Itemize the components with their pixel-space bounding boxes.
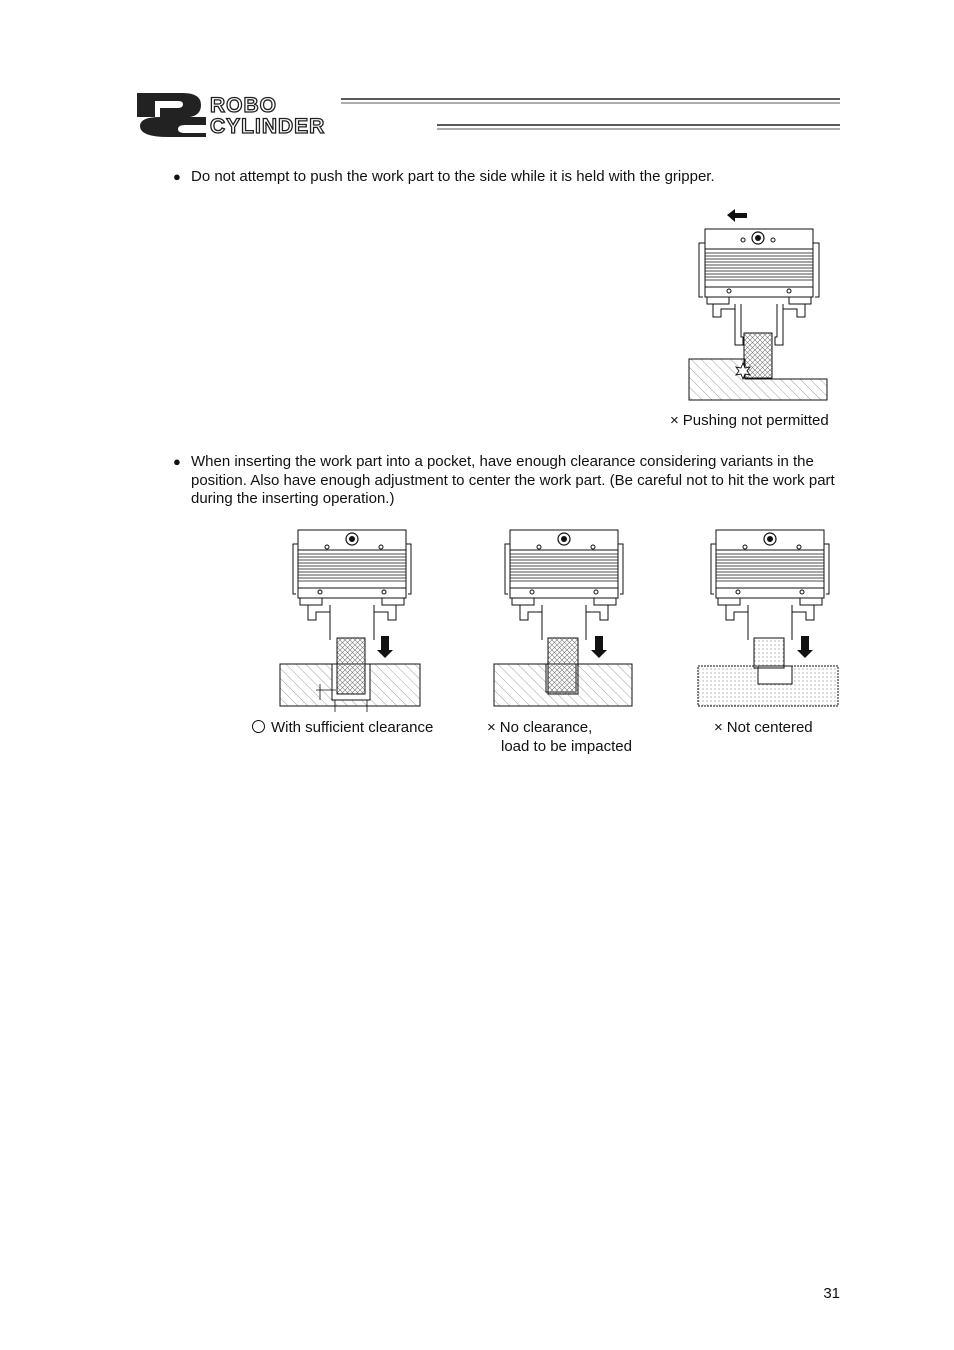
caption-no-clearance: × No clearance, load to be impacted xyxy=(487,719,632,755)
bullet-text: When inserting the work part into a pocket, have enough clearance considering variants in the position. Also have enough adjustment to center the work part. (Be careful not to hit the work part during the inserting operation.) xyxy=(191,453,835,507)
panel-no-clearance xyxy=(494,530,632,706)
caption-pushing-not-permitted: × Pushing not permitted xyxy=(670,412,829,429)
figure-pushing-not-permitted xyxy=(685,205,835,405)
cross-mark-icon: × xyxy=(714,719,723,736)
brand-cylinder: CYLINDER xyxy=(210,115,326,138)
panel-sufficient-clearance xyxy=(280,530,420,712)
header-logo xyxy=(0,0,954,150)
figure-insertion-panels xyxy=(270,520,850,720)
page-number: 31 xyxy=(823,1285,840,1302)
arrow-down-icon xyxy=(591,636,607,658)
arrow-down-icon xyxy=(377,636,393,658)
bullet-symbol: ● xyxy=(173,169,181,184)
caption-sufficient-clearance: With sufficient clearance xyxy=(252,719,433,738)
panel-not-centered xyxy=(698,530,838,706)
bullet-text: Do not attempt to push the work part to the side while it is held with the gripper. xyxy=(191,168,715,185)
bullet-symbol: ● xyxy=(173,454,181,469)
arrow-down-icon xyxy=(797,636,813,658)
circle-ok-icon xyxy=(252,720,265,733)
caption-not-centered: × Not centered xyxy=(714,719,813,736)
rc-monogram-icon xyxy=(137,93,206,137)
arrow-left-icon xyxy=(727,209,747,222)
cross-mark-icon: × xyxy=(487,719,496,736)
cross-mark-icon: × xyxy=(670,412,679,429)
brand-robo: ROBO xyxy=(210,94,277,117)
